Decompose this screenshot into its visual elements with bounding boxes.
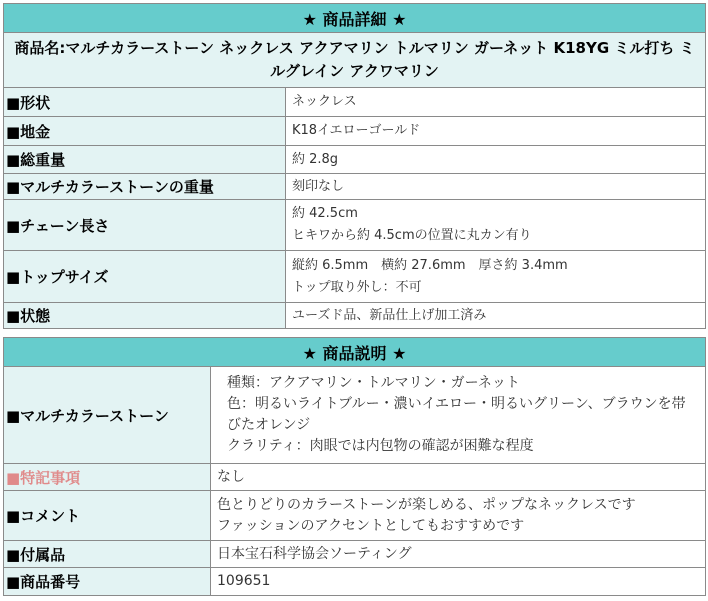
product-description-table [3, 337, 706, 596]
table-row [4, 367, 706, 464]
row-value-weight: 約 2.8g [286, 146, 706, 174]
table-row [4, 464, 706, 491]
row-label-accessories: ■付属品 [4, 541, 211, 568]
details-header-row [4, 4, 706, 33]
row-label-notice: ■特記事項 [4, 464, 211, 491]
product-details-table [3, 3, 706, 329]
description-header-row [4, 338, 706, 367]
row-label-weight: ■総重量 [4, 146, 286, 174]
table-row [4, 303, 706, 329]
table-row [4, 200, 706, 251]
table-row [4, 491, 706, 541]
row-value-stone-weight: 刻印なし [286, 174, 706, 200]
table-row [4, 541, 706, 568]
row-value-item-number: 109651 [211, 568, 706, 596]
row-value-condition: ユーズド品、新品仕上げ加工済み [286, 303, 706, 329]
row-value-shape: ネックレス [286, 88, 706, 117]
row-label-stones: ■マルチカラーストーン [4, 367, 211, 464]
table-row [4, 146, 706, 174]
table-row [4, 251, 706, 303]
row-label-top-size: ■トップサイズ [4, 251, 286, 303]
row-label-item-number: ■商品番号 [4, 568, 211, 596]
row-label-chain-length: ■チェーン長さ [4, 200, 286, 251]
row-value-chain-length: 約 42.5cm ヒキワから約 4.5cmの位置に丸カン有り [286, 200, 706, 251]
row-label-condition: ■状態 [4, 303, 286, 329]
table-row [4, 174, 706, 200]
details-header: ★ 商品詳細 ★ [4, 4, 706, 33]
product-name: 商品名:マルチカラーストーン ネックレス アクアマリン トルマリン ガーネット K18YG ミル打ち ミルグレイン アクワマリン [4, 33, 706, 88]
row-value-stones: 種類：アクアマリン・トルマリン・ガーネット 色：明るいライトブルー・濃いイエロー・明るいグリーン、ブラウンを帯びたオレンジ クラリティ：肉眼では内包物の確認が困難な程度 [211, 367, 706, 464]
row-value-comment: 色とりどりのカラーストーンが楽しめる、ポップなネックレスです ファッションのアクセントとしてもおすすめです [211, 491, 706, 541]
row-label-metal: ■地金 [4, 117, 286, 146]
row-value-accessories: 日本宝石科学協会ソーティング [211, 541, 706, 568]
row-value-metal: K18イエローゴールド [286, 117, 706, 146]
row-label-stone-weight: ■マルチカラーストーンの重量 [4, 174, 286, 200]
row-value-notice: なし [211, 464, 706, 491]
description-header: ★ 商品説明 ★ [4, 338, 706, 367]
row-label-shape: ■形状 [4, 88, 286, 117]
table-row [4, 568, 706, 596]
table-row [4, 117, 706, 146]
row-value-top-size: 縦約 6.5mm 横約 27.6mm 厚さ約 3.4mm トップ取り外し：不可 [286, 251, 706, 303]
product-name-row [4, 33, 706, 88]
table-row [4, 88, 706, 117]
row-label-comment: ■コメント [4, 491, 211, 541]
